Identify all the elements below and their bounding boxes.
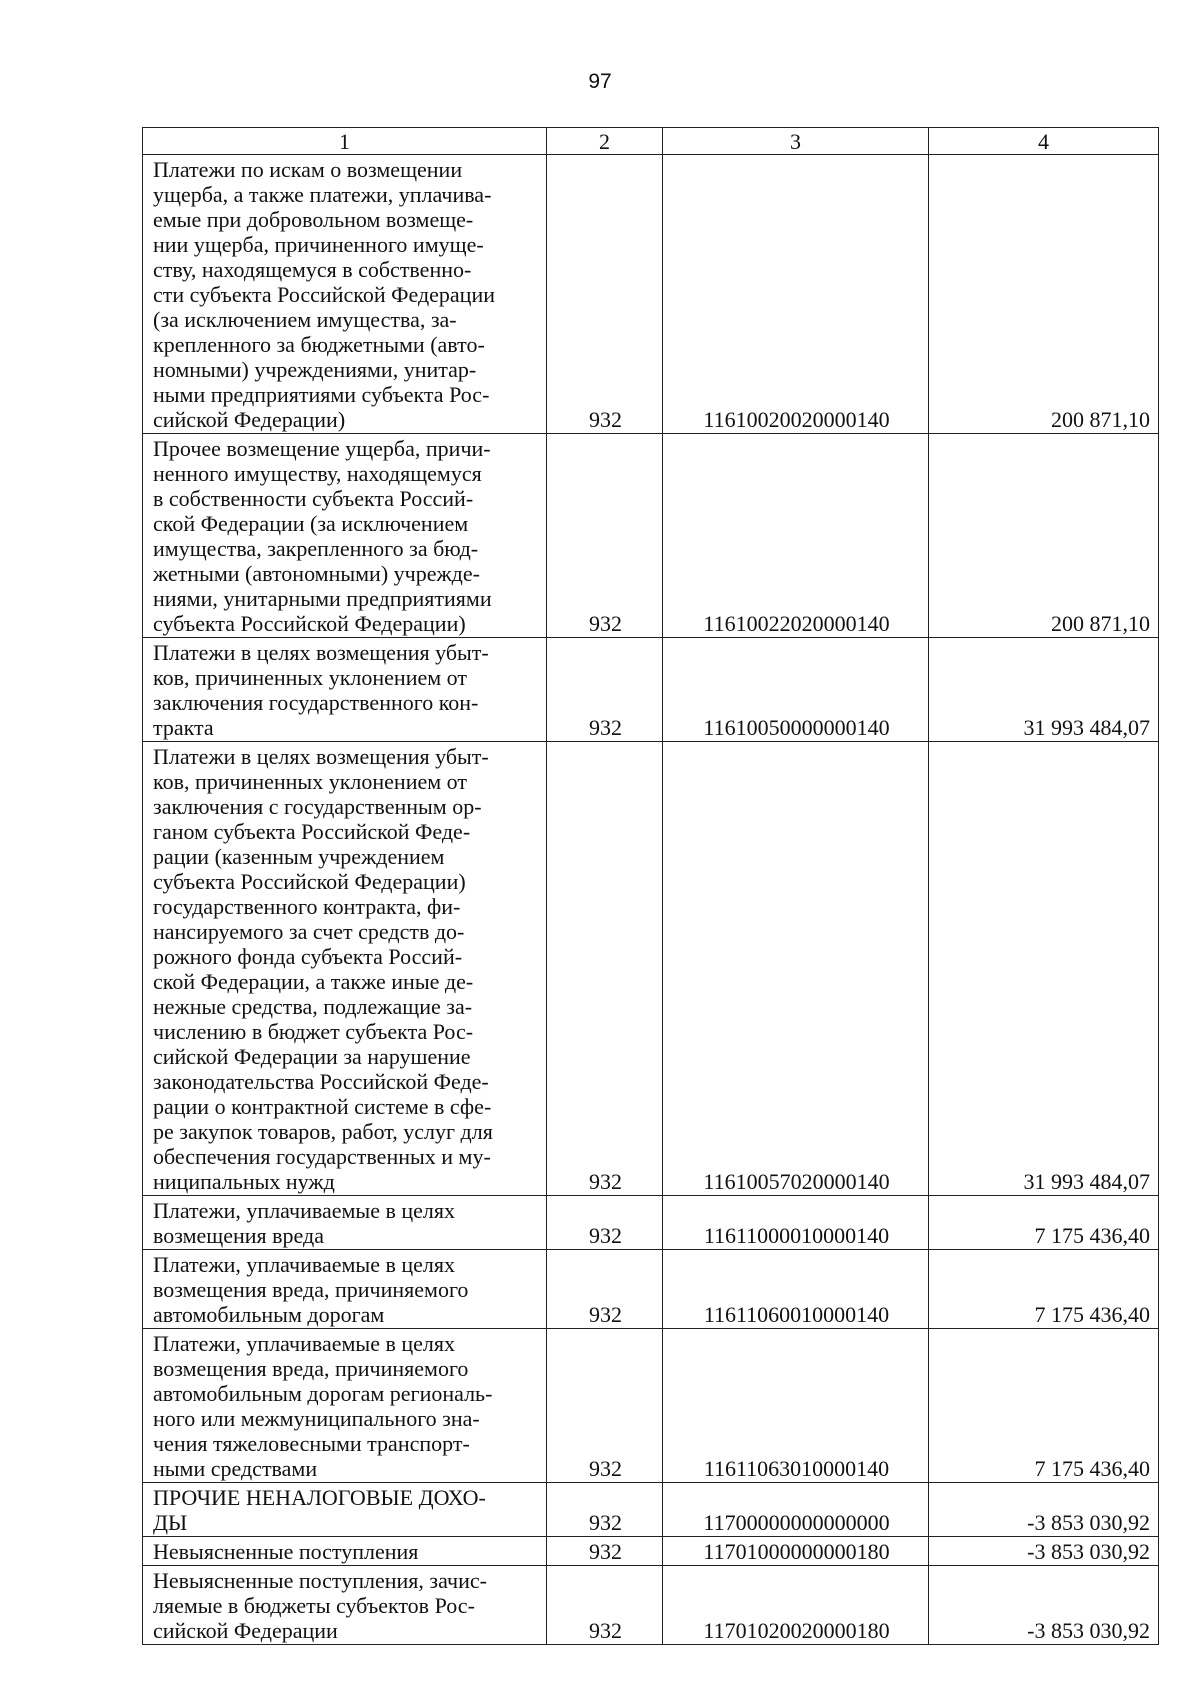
table-header-row xyxy=(143,128,1159,155)
revenue-name-line: Прочее возмещение ущерба, причи- xyxy=(153,436,491,461)
budget-code-cell: 11611000010000140 xyxy=(663,1196,929,1250)
revenue-name-line: сти субъекта Российской Федерации xyxy=(153,282,495,307)
table-row xyxy=(143,155,1159,434)
revenue-name-line: заключения государственного кон- xyxy=(153,690,479,715)
revenue-name-line: рации о контрактной системе в сфе- xyxy=(153,1094,492,1119)
table-row xyxy=(143,1483,1159,1537)
revenue-name-cell xyxy=(143,1483,547,1537)
table-body xyxy=(143,155,1159,1645)
table-row xyxy=(143,1329,1159,1483)
revenue-name-line: заключения с государственным ор- xyxy=(153,794,482,819)
revenue-name-line: рожного фонда субъекта Россий- xyxy=(153,944,463,969)
admin-code-cell: 932 xyxy=(547,1483,663,1537)
column-header-3: 3 xyxy=(663,128,929,155)
revenue-table xyxy=(142,127,1159,1645)
revenue-name-line: законодательства Российской Феде- xyxy=(153,1069,489,1094)
revenue-name-line: возмещения вреда, причиняемого xyxy=(153,1277,469,1302)
revenue-name-cell xyxy=(143,638,547,742)
revenue-name-line: сийской Федерации xyxy=(153,1618,338,1643)
table-row xyxy=(143,1566,1159,1645)
revenue-name-cell xyxy=(143,434,547,638)
revenue-name-line: Невыясненные поступления xyxy=(153,1539,419,1564)
revenue-name-line: субъекта Российской Федерации) xyxy=(153,869,466,894)
revenue-name-line: тракта xyxy=(153,715,214,740)
budget-code-cell: 11610022020000140 xyxy=(663,434,929,638)
revenue-name-line: номными) учреждениями, унитар- xyxy=(153,357,477,382)
table-row xyxy=(143,1250,1159,1329)
table-row xyxy=(143,434,1159,638)
revenue-name-line: Платежи, уплачиваемые в целях xyxy=(153,1252,456,1277)
revenue-name-line: Платежи в целях возмещения убыт- xyxy=(153,744,489,769)
budget-code-cell: 11610057020000140 xyxy=(663,742,929,1196)
revenue-name-line: субъекта Российской Федерации) xyxy=(153,611,466,636)
revenue-name-line: автомобильным дорогам региональ- xyxy=(153,1381,493,1406)
revenue-name-line: ными предприятиями субъекта Рос- xyxy=(153,382,490,407)
revenue-name-cell xyxy=(143,1196,547,1250)
revenue-name-line: ляемые в бюджеты субъектов Рос- xyxy=(153,1593,475,1618)
revenue-name-cell xyxy=(143,1566,547,1645)
amount-cell: -3 853 030,92 xyxy=(929,1537,1159,1566)
revenue-name-line: ре закупок товаров, работ, услуг для xyxy=(153,1119,493,1144)
table-row xyxy=(143,638,1159,742)
revenue-name-line: Платежи, уплачиваемые в целях xyxy=(153,1331,456,1356)
revenue-name-line: ству, находящемуся в собственно- xyxy=(153,257,472,282)
revenue-name-line: Платежи по искам о возмещении xyxy=(153,157,463,182)
table-row xyxy=(143,1196,1159,1250)
revenue-name-line: Невыясненные поступления, зачис- xyxy=(153,1568,487,1593)
revenue-name-line: ПРОЧИЕ НЕНАЛОГОВЫЕ ДОХО- xyxy=(153,1485,486,1510)
budget-code-cell: 11611063010000140 xyxy=(663,1329,929,1483)
revenue-name-line: чения тяжеловесными транспорт- xyxy=(153,1431,470,1456)
amount-cell: 31 993 484,07 xyxy=(929,742,1159,1196)
revenue-name-line: государственного контракта, фи- xyxy=(153,894,461,919)
amount-cell: 31 993 484,07 xyxy=(929,638,1159,742)
revenue-name-line: возмещения вреда xyxy=(153,1223,324,1248)
revenue-name-cell xyxy=(143,1329,547,1483)
revenue-name-line: емые при добровольном возмеще- xyxy=(153,207,474,232)
admin-code-cell: 932 xyxy=(547,1250,663,1329)
revenue-name-cell xyxy=(143,742,547,1196)
budget-code-cell: 11701000000000180 xyxy=(663,1537,929,1566)
revenue-name-line: возмещения вреда, причиняемого xyxy=(153,1356,469,1381)
amount-cell: -3 853 030,92 xyxy=(929,1566,1159,1645)
revenue-name-line: ков, причиненных уклонением от xyxy=(153,769,467,794)
amount-cell: 7 175 436,40 xyxy=(929,1196,1159,1250)
revenue-name-line: нежные средства, подлежащие за- xyxy=(153,994,473,1019)
revenue-name-line: обеспечения государственных и му- xyxy=(153,1144,491,1169)
revenue-name-line: ненного имуществу, находящемуся xyxy=(153,461,482,486)
revenue-name-line: числению в бюджет субъекта Рос- xyxy=(153,1019,474,1044)
admin-code-cell: 932 xyxy=(547,434,663,638)
revenue-name-line: сийской Федерации за нарушение xyxy=(153,1044,471,1069)
revenue-name-cell xyxy=(143,155,547,434)
revenue-name-line: ДЫ xyxy=(153,1510,188,1535)
revenue-name-line: жетными (автономными) учрежде- xyxy=(153,561,480,586)
revenue-name-line: (за исключением имущества, за- xyxy=(153,307,457,332)
revenue-name-line: ниципальных нужд xyxy=(153,1169,335,1194)
budget-code-cell: 11610050000000140 xyxy=(663,638,929,742)
amount-cell: 200 871,10 xyxy=(929,434,1159,638)
revenue-name-line: нансируемого за счет средств до- xyxy=(153,919,465,944)
revenue-name-line: сийской Федерации) xyxy=(153,407,346,432)
revenue-name-line: Платежи, уплачиваемые в целях xyxy=(153,1198,456,1223)
revenue-name-line: ганом субъекта Российской Феде- xyxy=(153,819,471,844)
admin-code-cell: 932 xyxy=(547,155,663,434)
revenue-name-line: ниями, унитарными предприятиями xyxy=(153,586,492,611)
revenue-name-cell xyxy=(143,1250,547,1329)
admin-code-cell: 932 xyxy=(547,638,663,742)
amount-cell: -3 853 030,92 xyxy=(929,1483,1159,1537)
admin-code-cell: 932 xyxy=(547,1566,663,1645)
revenue-name-line: нии ущерба, причиненного имуще- xyxy=(153,232,484,257)
admin-code-cell: 932 xyxy=(547,742,663,1196)
revenue-name-line: ской Федерации (за исключением xyxy=(153,511,469,536)
table-row xyxy=(143,1537,1159,1566)
amount-cell: 200 871,10 xyxy=(929,155,1159,434)
admin-code-cell: 932 xyxy=(547,1329,663,1483)
amount-cell: 7 175 436,40 xyxy=(929,1329,1159,1483)
revenue-name-line: ущерба, а также платежи, уплачива- xyxy=(153,182,492,207)
budget-code-cell: 11611060010000140 xyxy=(663,1250,929,1329)
column-header-4: 4 xyxy=(929,128,1159,155)
table-row xyxy=(143,742,1159,1196)
revenue-name-line: имущества, закрепленного за бюд- xyxy=(153,536,479,561)
revenue-name-line: рации (казенным учреждением xyxy=(153,844,445,869)
budget-code-cell: 11700000000000000 xyxy=(663,1483,929,1537)
admin-code-cell: 932 xyxy=(547,1196,663,1250)
revenue-name-line: в собственности субъекта Россий- xyxy=(153,486,474,511)
column-header-1: 1 xyxy=(143,128,547,155)
page-number: 97 xyxy=(588,70,612,93)
revenue-name-line: Платежи в целях возмещения убыт- xyxy=(153,640,489,665)
amount-cell: 7 175 436,40 xyxy=(929,1250,1159,1329)
revenue-name-line: автомобильным дорогам xyxy=(153,1302,385,1327)
admin-code-cell: 932 xyxy=(547,1537,663,1566)
revenue-name-line: ской Федерации, а также иные де- xyxy=(153,969,474,994)
revenue-name-cell xyxy=(143,1537,547,1566)
revenue-name-line: ного или межмуниципального зна- xyxy=(153,1406,480,1431)
budget-code-cell: 11701020020000180 xyxy=(663,1566,929,1645)
revenue-name-line: крепленного за бюджетными (авто- xyxy=(153,332,485,357)
revenue-name-line: ков, причиненных уклонением от xyxy=(153,665,467,690)
budget-code-cell: 11610020020000140 xyxy=(663,155,929,434)
column-header-2: 2 xyxy=(547,128,663,155)
revenue-name-line: ными средствами xyxy=(153,1456,318,1481)
